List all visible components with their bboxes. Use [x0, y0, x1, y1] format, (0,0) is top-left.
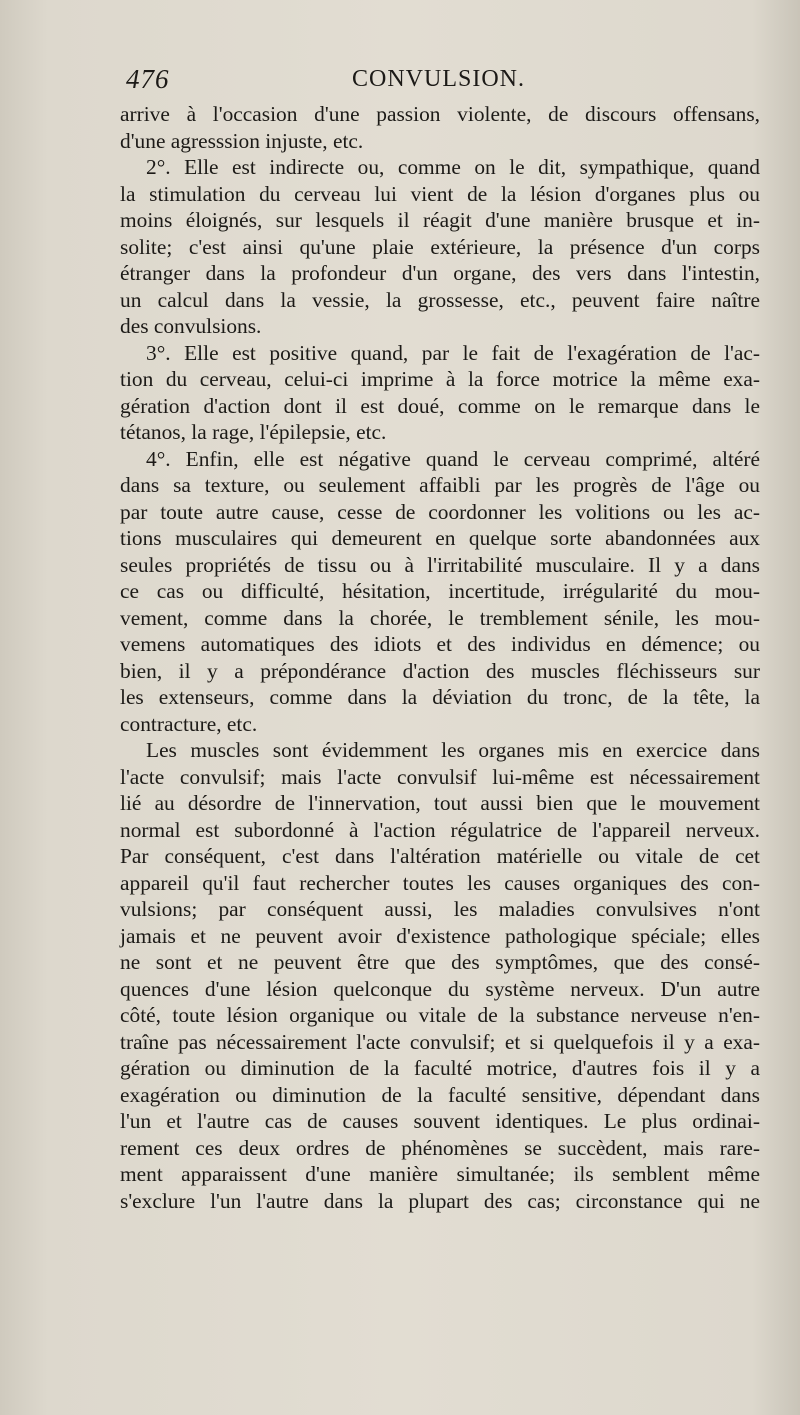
text-line: étranger dans la profondeur d'un organe, des vers dans l'intestin,	[120, 261, 760, 285]
text-line: ce cas ou difficulté, hésitation, incertitude, irrégularité du mou-	[120, 579, 760, 603]
text-line: par toute autre cause, cesse de coordonner les volitions ou les ac-	[120, 499, 760, 524]
running-title: CONVULSION.	[352, 66, 525, 92]
text-line: rement ces deux ordres de phénomènes se succèdent, mais rare-	[120, 1135, 760, 1160]
text-line: 3°. Elle est positive quand, par le fait de l'exagération de l'ac-	[146, 340, 760, 365]
text-line: tions musculaires qui demeurent en quelque sorte abandonnées aux	[120, 526, 760, 550]
text-line: ment apparaissent d'une manière simultanée; ils semblent même	[120, 1162, 760, 1186]
text-line: quences d'une lésion quelconque du système nerveux. D'un autre	[120, 976, 760, 1001]
page-header	[120, 64, 760, 100]
text-line: vulsions; par conséquent aussi, les maladies convulsives n'ont	[120, 897, 760, 921]
text-line: jamais et ne peuvent avoir d'existence pathologique spéciale; elles	[120, 923, 760, 948]
text-line: tétanos, la rage, l'épilepsie, etc.	[120, 420, 387, 444]
text-line: des convulsions.	[120, 314, 262, 338]
text-line: Les muscles sont évidemment les organes mis en exercice dans	[146, 738, 760, 762]
text-line: normal est subordonné à l'action régulatrice de l'appareil nerveux.	[120, 817, 760, 842]
text-line: gération d'action dont il est doué, comme on le remarque dans le	[120, 393, 760, 418]
text-line: 2°. Elle est indirecte ou, comme on le dit, sympathique, quand	[146, 155, 760, 179]
text-line: ne sont et ne peuvent être que des symptômes, que des consé-	[120, 950, 760, 974]
text-line: moins éloignés, sur lesquels il réagit d'une manière brusque et in-	[120, 208, 760, 232]
text-line: lié au désordre de l'innervation, tout aussi bien que le mouvement	[120, 791, 760, 815]
text-line: s'exclure l'un l'autre dans la plupart des cas; circonstance qui ne	[120, 1188, 760, 1213]
text-line: gération ou diminution de la faculté motrice, d'autres fois il y a	[120, 1056, 760, 1080]
text-line: arrive à l'occasion d'une passion violente, de discours offensans,	[120, 102, 760, 126]
text-line: seules propriétés de tissu ou à l'irritabilité musculaire. Il y a dans	[120, 552, 760, 577]
page-number: 476	[126, 64, 170, 94]
text-line: traîne pas nécessairement l'acte convulsif; et si quelquefois il y a exa-	[120, 1029, 760, 1054]
text-line: un calcul dans la vessie, la grossesse, etc., peuvent faire naître	[120, 287, 760, 312]
text-line: l'un et l'autre cas de causes souvent identiques. Le plus ordinai-	[120, 1109, 760, 1133]
text-line: exagération ou diminution de la faculté sensitive, dépendant dans	[120, 1082, 760, 1107]
text-line: dans sa texture, ou seulement affaibli par les progrès de l'âge ou	[120, 473, 760, 497]
text-line: contracture, etc.	[120, 711, 258, 736]
text-line: Par conséquent, c'est dans l'altération matérielle ou vitale de cet	[120, 844, 760, 868]
text-line: solite; c'est ainsi qu'une plaie extérieure, la présence d'un corps	[120, 234, 760, 259]
text-line: d'une agresssion injuste, etc.	[120, 128, 364, 153]
text-line: 4°. Enfin, elle est négative quand le cerveau comprimé, altéré	[146, 446, 760, 471]
text-line: côté, toute lésion organique ou vitale de la substance nerveuse n'en-	[120, 1003, 760, 1027]
text-line: vemens automatiques des idiots et des individus en démence; ou	[120, 632, 760, 656]
text-line: les extenseurs, comme dans la déviation du tronc, de la tête, la	[120, 685, 760, 709]
text-line: vement, comme dans la chorée, le tremblement sénile, les mou-	[120, 605, 760, 630]
text-line: appareil qu'il faut rechercher toutes les causes organiques des con-	[120, 870, 760, 895]
body-text	[120, 101, 760, 1214]
text-line: la stimulation du cerveau lui vient de la lésion d'organes plus ou	[120, 181, 760, 206]
text-line: bien, il y a prépondérance d'action des muscles fléchisseurs sur	[120, 658, 760, 683]
text-line: l'acte convulsif; mais l'acte convulsif lui-même est nécessairement	[120, 764, 760, 789]
text-line: tion du cerveau, celui-ci imprime à la force motrice la même exa-	[120, 367, 760, 391]
